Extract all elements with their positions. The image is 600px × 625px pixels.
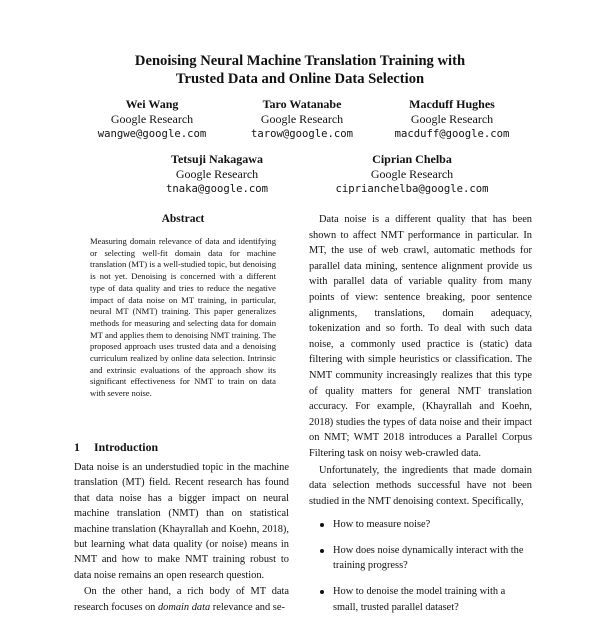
- list-item: How to denoise the model training with a small, trusted parallel dataset?: [309, 584, 532, 615]
- section-number: 1: [74, 440, 80, 454]
- bullet-icon: [320, 549, 324, 553]
- right-paragraph-2: Unfortunately, the ingredients that made domain data selection methods successful have not been studied in the NMT denoising context. Specifically,: [309, 464, 532, 507]
- author-name: Taro Watanabe: [262, 97, 342, 111]
- paper-title: [60, 52, 540, 88]
- abstract-section: [90, 212, 276, 400]
- introduction-text: [74, 460, 289, 615]
- author-email: wangwe@google.com: [97, 128, 207, 140]
- title-line-2: Trusted Data and Online Data Selection: [175, 71, 425, 87]
- title-line-1: Denoising Neural Machine Translation Training with: [134, 53, 466, 69]
- abstract-heading: Abstract: [161, 213, 205, 225]
- author-tetsuji-nakagawa: [127, 152, 307, 197]
- author-name: Wei Wang: [125, 97, 179, 111]
- author-name: Macduff Hughes: [409, 97, 495, 111]
- section-title: Introduction: [94, 440, 159, 454]
- emphasis-domain-data: domain data: [157, 601, 211, 613]
- abstract-text: Measuring domain relevance of data and identifying or selecting well-fit domain data for machine translation (MT) is a well-studied topic, but denoising is not yet. Denoising is concerned with a different type of data quality and tries to reduce the negative impact of data noise on MT training, in particular, neural MT (NMT) training. This paper generalizes methods for measuring and selecting data for domain MT and applies them to denoising NMT training. The proposed approach uses trusted data and a denoising curriculum realized by online data selection. Intrinsic and extrinsic evaluations of the approach show its significant effectiveness for NMT to train on data with severe noise.: [90, 236, 276, 399]
- author-name: Tetsuji Nakagawa: [171, 152, 263, 166]
- intro-paragraph-1: Data noise is an understudied topic in the machine translation (MT) field. Recent research has found that data noise has a bigger impact on neural machine translation (NMT) than on statistical machine translation (Khayrallah and Koehn, 2018), but learning what data quality (or noise) means in NMT and how to make NMT training robust to data noise remains an open research question.: [74, 462, 289, 581]
- list-item: How to measure noise?: [309, 517, 532, 533]
- author-email: ciprianchelba@google.com: [335, 183, 489, 195]
- author-affiliation: Google Research: [110, 112, 194, 126]
- author-email: tnaka@google.com: [165, 183, 269, 195]
- intro-paragraph-2: On the other hand, a rich body of MT data research focuses on domain data relevance and se-: [74, 586, 289, 613]
- author-affiliation: Google Research: [260, 112, 344, 126]
- right-column: [309, 212, 532, 625]
- author-macduff-hughes: [362, 97, 542, 142]
- author-affiliation: Google Research: [410, 112, 494, 126]
- author-email: macduff@google.com: [394, 128, 510, 140]
- author-ciprian-chelba: [312, 152, 512, 197]
- right-paragraph-1: Data noise is a different quality that has been shown to affect NMT performance in particular. In MT, the use of web crawl, automatic methods for parallel data mining, sentence alignment provide us with parallel data of variable quality from many points of view: sentence breaking, poor sentence alignments, translations, domain adequacy, tokenization and so forth. To deal with such data noise, a commonly used practice is (static) data filtering with simple heuristics or classification. The NMT community increasingly realizes that this type of quality matters for general NMT translation accuracy. For example, (Khayrallah and Koehn, 2018) studies the types of data noise and their impact on NMT; WMT 2018 introduces a Parallel Corpus Filtering task on noisy web-crawled data.: [309, 214, 532, 459]
- author-affiliation: Google Research: [370, 167, 454, 181]
- list-item: How does noise dynamically interact with the training progress?: [309, 543, 532, 574]
- author-name: Ciprian Chelba: [372, 152, 452, 166]
- section-heading-introduction: [74, 440, 274, 454]
- question-list: [309, 517, 532, 615]
- bullet-icon: [320, 590, 324, 594]
- bullet-icon: [320, 523, 324, 527]
- author-email: tarow@google.com: [250, 128, 354, 140]
- author-affiliation: Google Research: [175, 167, 259, 181]
